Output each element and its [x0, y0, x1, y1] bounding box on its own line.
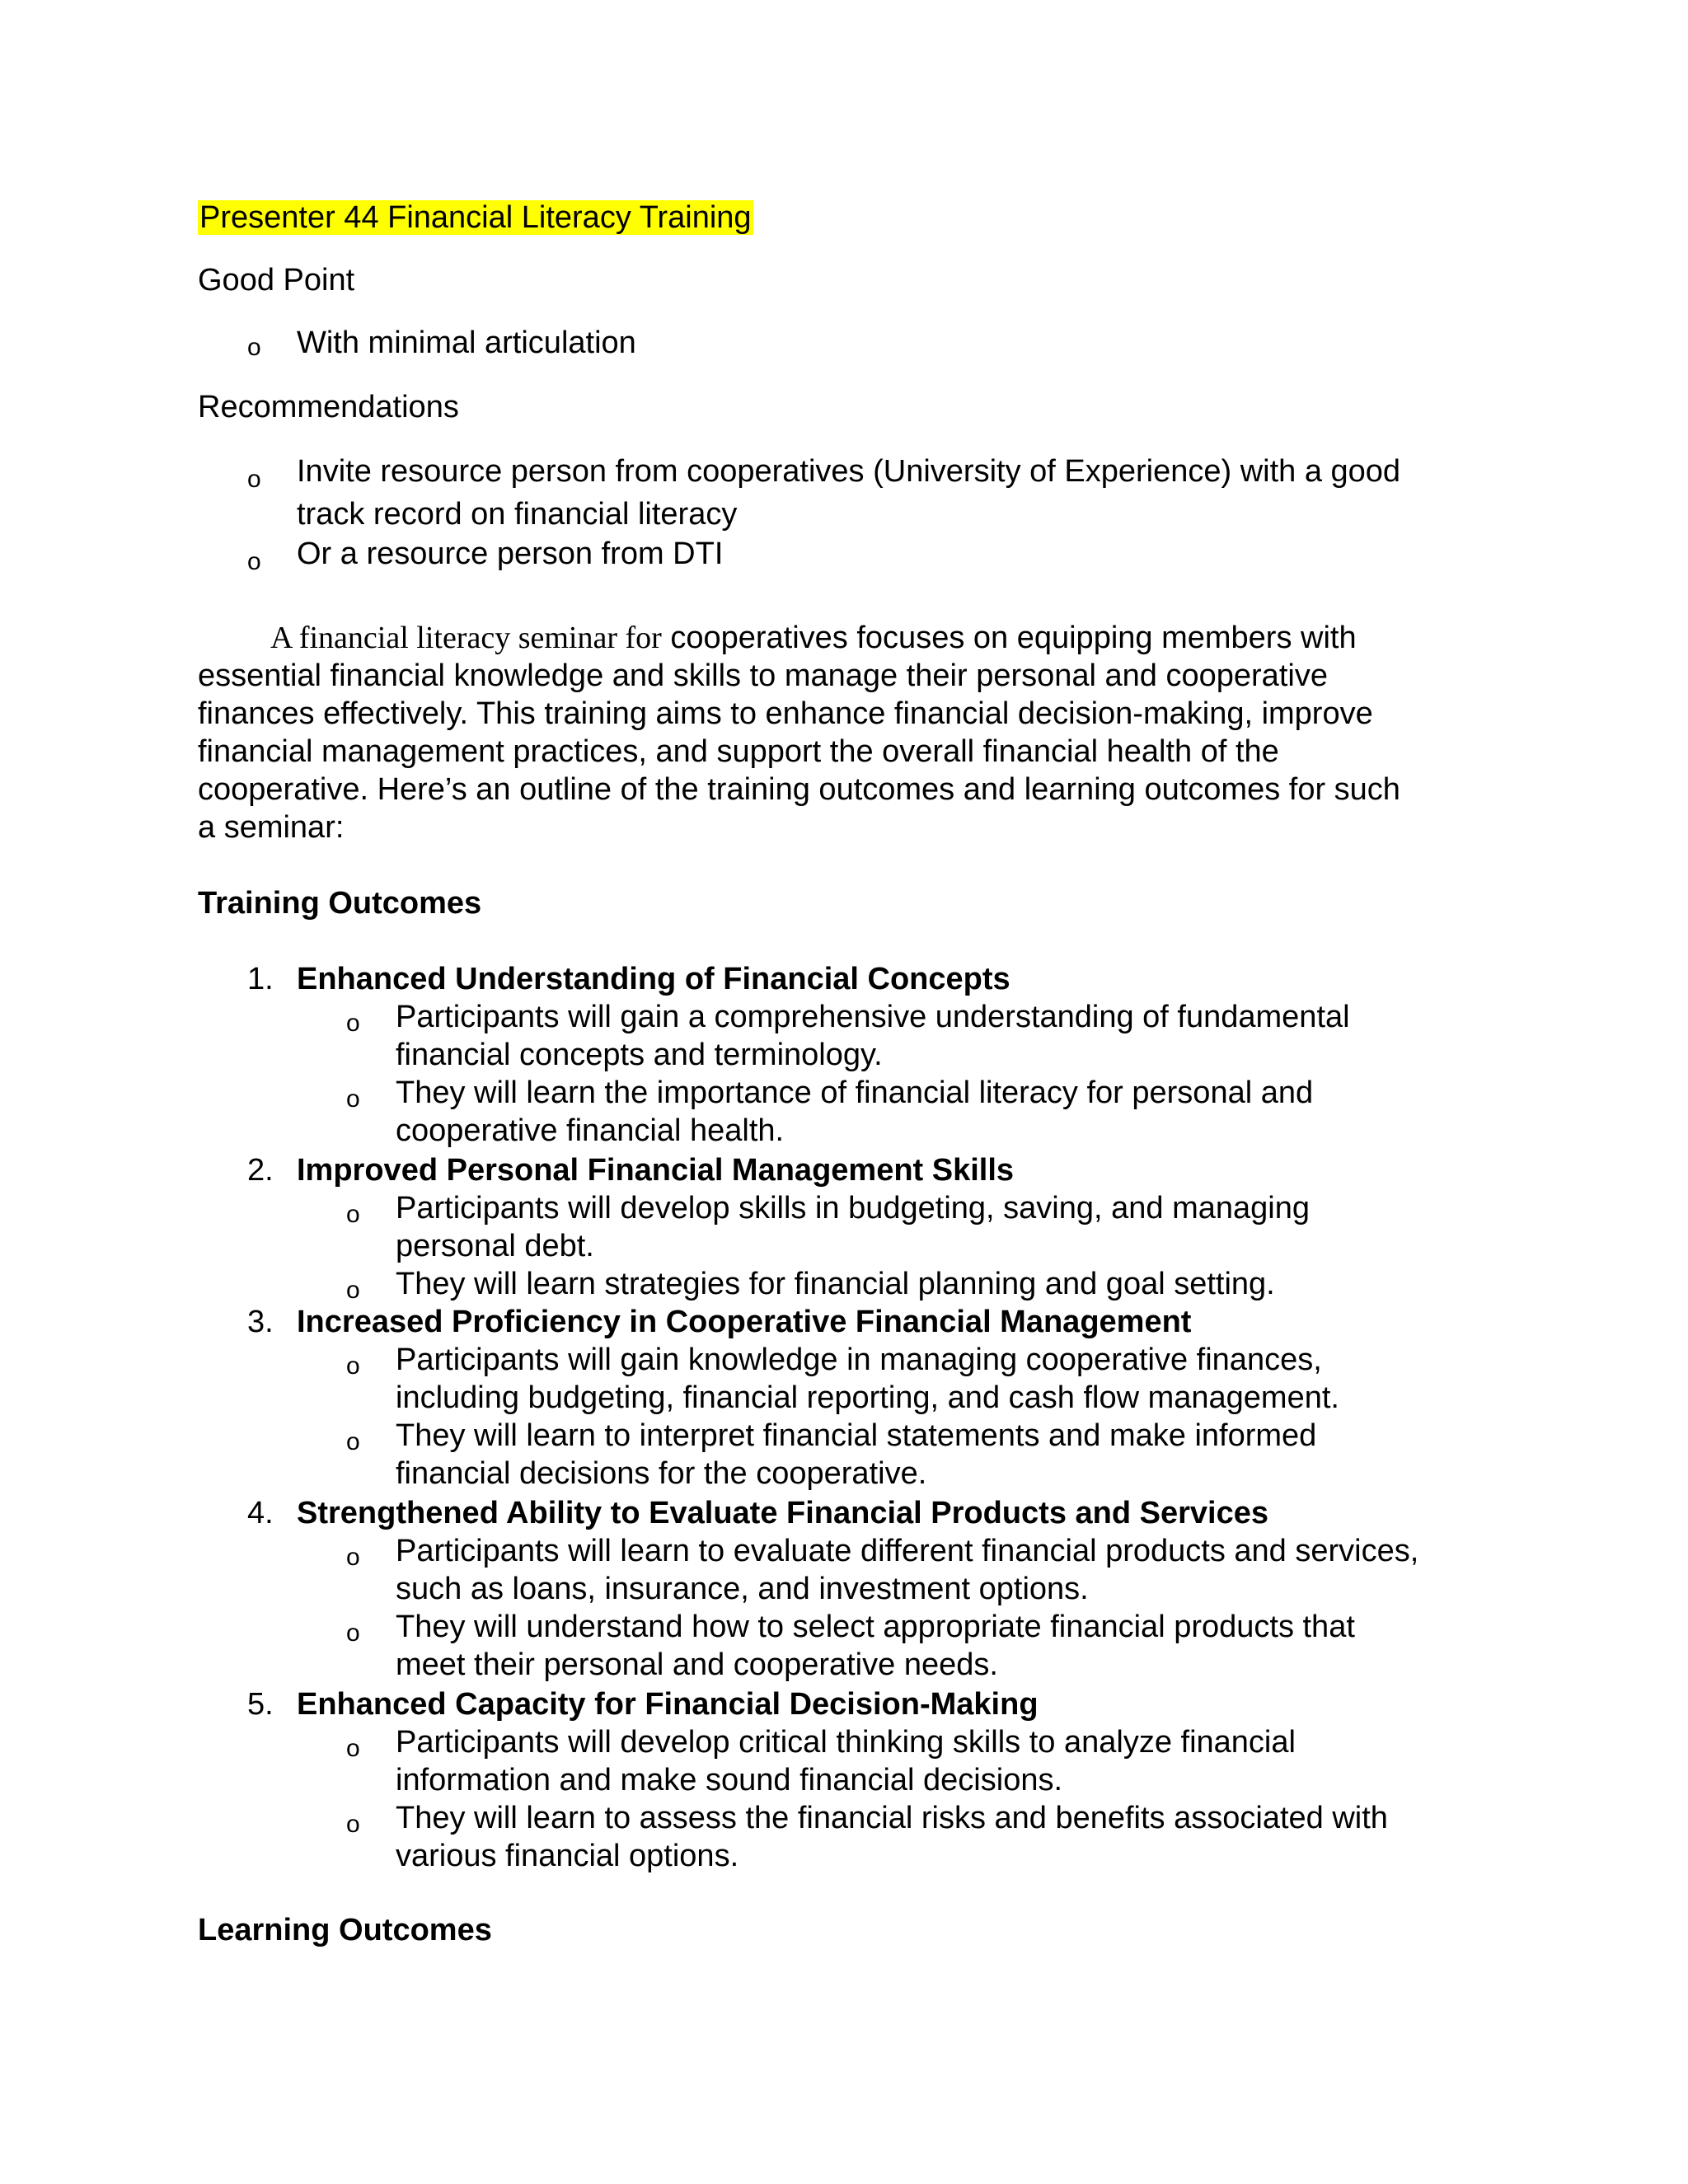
outcome-sub-line: financial decisions for the cooperative. [396, 1456, 927, 1491]
intro-paragraph-line: finances effectively. This training aims to enhance financial decision-making, improve [198, 696, 1373, 731]
sub-bullet-marker: o [346, 1352, 360, 1380]
intro-paragraph-line: essential financial knowledge and skills to manage their personal and cooperative [198, 658, 1328, 693]
intro-paragraph-line: a seminar: [198, 810, 345, 845]
sub-bullet-marker: o [346, 1428, 360, 1455]
outcome-number: 2. [247, 1153, 274, 1188]
good-point-item: With minimal articulation [297, 326, 636, 360]
good-point-heading: Good Point [198, 263, 355, 298]
intro-line-rest: cooperatives focuses on equipping members with [661, 621, 1357, 655]
outcome-sub-line: meet their personal and cooperative needs. [396, 1647, 998, 1682]
sub-bullet-marker: o [346, 1010, 360, 1037]
intro-paragraph-line: cooperative. Here’s an outline of the training outcomes and learning outcomes for such [198, 772, 1400, 807]
recommendation-item-line: track record on financial literacy [297, 497, 738, 532]
sub-bullet-marker: o [346, 1544, 360, 1571]
outcome-title: Enhanced Capacity for Financial Decision-Making [297, 1687, 1039, 1722]
outcome-number: 4. [247, 1496, 274, 1530]
outcome-sub-line: They will learn strategies for financial planning and goal setting. [396, 1267, 1275, 1301]
outcome-title: Enhanced Understanding of Financial Concepts [297, 962, 1010, 996]
outcome-number: 3. [247, 1305, 274, 1339]
outcome-sub-line: They will learn to assess the financial risks and benefits associated with [396, 1801, 1388, 1835]
outcome-sub-line: personal debt. [396, 1229, 594, 1263]
outcome-sub-line: Participants will develop critical thinking skills to analyze financial [396, 1725, 1296, 1760]
highlighted-title-text: Presenter 44 Financial Literacy Training [199, 200, 752, 235]
sub-bullet-marker: o [346, 1201, 360, 1228]
outcome-title: Strengthened Ability to Evaluate Financial Products and Services [297, 1496, 1269, 1530]
outcome-sub-line: such as loans, insurance, and investment options. [396, 1572, 1089, 1606]
intro-paragraph-line: financial management practices, and support the overall financial health of the [198, 734, 1279, 769]
outcome-sub-line: financial concepts and terminology. [396, 1038, 883, 1072]
outcome-sub-line: information and make sound financial decisions. [396, 1763, 1063, 1797]
outcome-sub-line: cooperative financial health. [396, 1113, 785, 1148]
outcome-number: 1. [247, 962, 274, 996]
outcome-title: Improved Personal Financial Management Skills [297, 1153, 1015, 1188]
intro-paragraph-line [270, 620, 1357, 656]
outcome-sub-line: Participants will develop skills in budgeting, saving, and managing [396, 1191, 1310, 1226]
sub-bullet-marker: o [346, 1735, 360, 1762]
bullet-marker: o [247, 334, 261, 361]
outcome-sub-line: They will learn the importance of financial literacy for personal and [396, 1076, 1314, 1110]
outcome-sub-line: Participants will gain a comprehensive understanding of fundamental [396, 1000, 1350, 1034]
outcome-number: 5. [247, 1687, 274, 1722]
intro-lead-text: A financial literacy seminar for [270, 621, 662, 655]
outcome-sub-line: They will learn to interpret financial statements and make informed [396, 1418, 1317, 1453]
outcome-sub-line: Participants will learn to evaluate different financial products and services, [396, 1534, 1419, 1568]
outcome-sub-line: Participants will gain knowledge in managing cooperative finances, [396, 1343, 1322, 1377]
recommendation-item: Or a resource person from DTI [297, 537, 724, 571]
bullet-marker: o [247, 466, 261, 493]
bullet-marker: o [247, 548, 261, 575]
recommendations-heading: Recommendations [198, 390, 459, 424]
recommendation-item-line: Invite resource person from cooperatives (University of Experience) with a good [297, 454, 1401, 489]
training-outcomes-heading: Training Outcomes [198, 886, 482, 921]
outcome-title: Increased Proficiency in Cooperative Financial Management [297, 1305, 1192, 1339]
sub-bullet-marker: o [346, 1085, 360, 1113]
outcome-sub-line: including budgeting, financial reporting, and cash flow management. [396, 1380, 1339, 1415]
learning-outcomes-heading: Learning Outcomes [198, 1913, 492, 1947]
sub-bullet-marker: o [346, 1619, 360, 1647]
document-title [198, 199, 753, 236]
outcome-sub-line: various financial options. [396, 1839, 739, 1873]
outcome-sub-line: They will understand how to select appropriate financial products that [396, 1610, 1355, 1644]
sub-bullet-marker: o [346, 1277, 360, 1304]
sub-bullet-marker: o [346, 1811, 360, 1838]
